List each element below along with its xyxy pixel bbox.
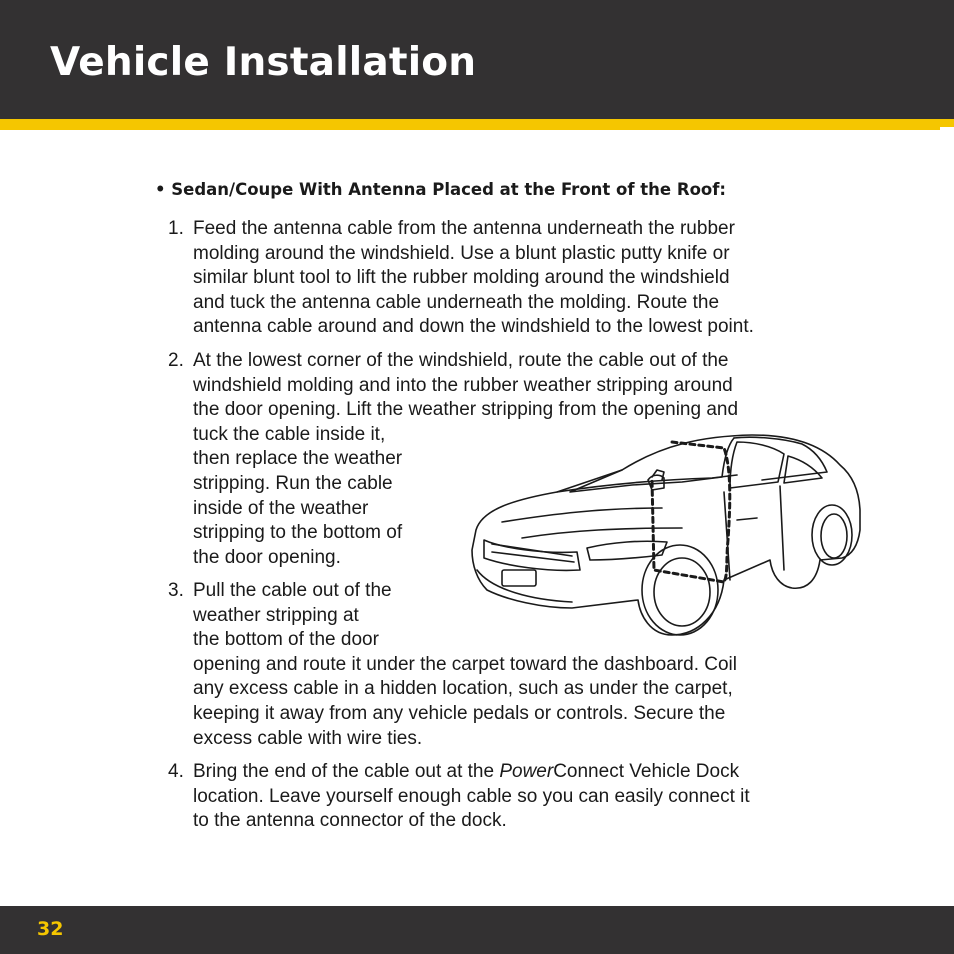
step-line: Feed the antenna cable from the antenna underneath the rubber (193, 218, 735, 239)
power-brand-italic: Power (499, 761, 554, 782)
step-line: any excess cable in a hidden location, such as under the carpet, (193, 678, 733, 700)
page-number: 32 (37, 918, 64, 940)
step-line: windshield molding and into the rubber weather stripping around (193, 374, 733, 396)
step-line: opening and route it under the carpet toward the dashboard. Coil (193, 653, 737, 675)
step-line: the door opening. (193, 546, 341, 568)
car-cable-route-icon (462, 430, 864, 640)
page-title: Vehicle Installation (50, 40, 477, 85)
step-line (193, 760, 750, 785)
step-number: 3. (168, 580, 184, 601)
footer-bar (0, 906, 954, 954)
step-line: tuck the cable inside it, (193, 423, 386, 445)
step-text (193, 760, 750, 834)
section-heading: • Sedan/Coupe With Antenna Placed at the Front of the Roof: (155, 180, 727, 199)
step-number: 1. (168, 218, 184, 239)
step-line: and tuck the antenna cable underneath the molding. Route the (193, 291, 720, 313)
step-line: the bottom of the door (193, 629, 379, 651)
step-line: location. Leave yourself enough cable so you can easily connect it (193, 785, 750, 807)
step-number: 2. (168, 350, 184, 371)
step-line-end: Connect Vehicle Dock (553, 761, 740, 782)
step-number: 4. (168, 761, 184, 782)
step-line-start: Bring the end of the cable out at the (193, 761, 500, 782)
step-line: excess cable with wire ties. (193, 727, 423, 749)
step-line: molding around the windshield. Use a blunt plastic putty knife or (193, 242, 730, 264)
step-line: stripping to the bottom of (193, 522, 403, 544)
step-line: At the lowest corner of the windshield, route the cable out of the (193, 350, 729, 371)
step-line: keeping it away from any vehicle pedals or controls. Secure the (193, 702, 726, 724)
step-line: to the antenna connector of the dock. (193, 810, 507, 832)
step-line: then replace the weather (193, 448, 403, 470)
step-line: the door opening. Lift the weather stripping from the opening and (193, 399, 739, 421)
step-line: stripping. Run the cable (193, 472, 393, 494)
step-line: Pull the cable out of the (193, 580, 392, 601)
step-text (193, 217, 754, 340)
step-line: antenna cable around and down the windshield to the lowest point. (193, 316, 754, 338)
step-line: inside of the weather (193, 497, 369, 519)
step-line: weather stripping at (193, 604, 359, 626)
step-line: similar blunt tool to lift the rubber molding around the windshield (193, 267, 730, 289)
